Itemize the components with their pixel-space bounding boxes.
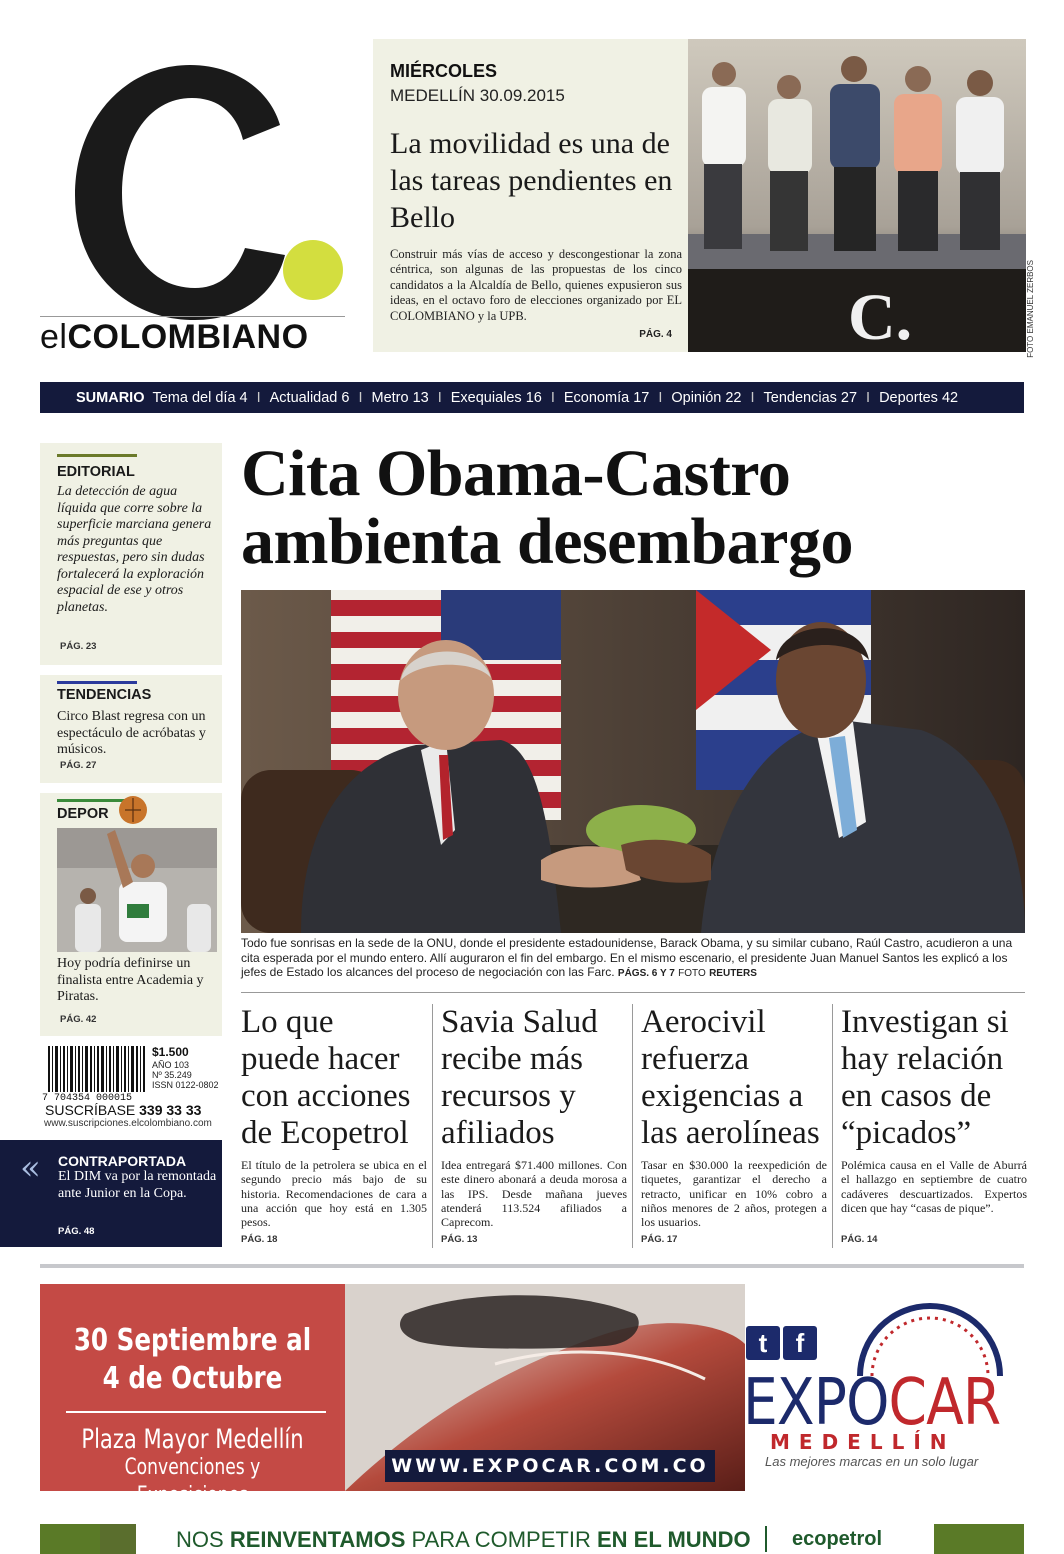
- barcode-price: $1.500: [152, 1045, 189, 1059]
- masthead-wordmark: [40, 318, 309, 357]
- slogan-w1: NOS: [176, 1527, 224, 1552]
- editorial-page[interactable]: PÁG. 23: [60, 641, 97, 652]
- deportes-text[interactable]: Hoy podría definirse un finalista entre Academia y Piratas.: [57, 956, 204, 1004]
- story-text: Idea entregará $71.400 millones. Con este dinero abonará a deuda morosa a las IPS. Desde mañana jueves atenderá 113.524 afiliados a Caprecom.: [441, 1158, 627, 1230]
- ad-tagline: Las mejores marcas en un solo lugar: [765, 1454, 979, 1469]
- story-headline-line: Investigan si: [841, 1004, 1009, 1040]
- main-caption: [241, 936, 1025, 982]
- sumario-item-tendencias[interactable]: Tendencias 27: [763, 389, 858, 406]
- sumario-item-opinion[interactable]: Opinión 22: [671, 389, 742, 406]
- story-headline-line: con acciones: [241, 1078, 411, 1114]
- sumario-separator: I: [658, 389, 663, 406]
- wordmark-el: el: [40, 318, 68, 356]
- top-story-photo: [688, 39, 1026, 352]
- column-divider: [832, 1004, 833, 1248]
- story-page[interactable]: PÁG. 17: [641, 1234, 678, 1245]
- barcode-number: Nº 35.249: [152, 1070, 192, 1080]
- banner-stripe-left: [40, 1524, 100, 1554]
- subscribe-url[interactable]: www.suscripciones.elcolombiano.com: [44, 1118, 212, 1129]
- story-headline-line: afiliados: [441, 1115, 555, 1151]
- column-divider: [432, 1004, 433, 1248]
- story-picados[interactable]: [841, 1004, 1029, 1245]
- caption-credit-label: FOTO: [678, 968, 706, 979]
- story-page[interactable]: PÁG. 13: [441, 1234, 478, 1245]
- caption-divider: [241, 992, 1025, 993]
- top-story-box[interactable]: [373, 39, 688, 352]
- barcode-year: AÑO 103: [152, 1060, 190, 1070]
- sidebar-gap: [40, 783, 222, 793]
- contraportada-title: CONTRAPORTADA: [58, 1153, 187, 1169]
- masthead-logo: [30, 30, 350, 330]
- sumario-separator: I: [437, 389, 442, 406]
- story-text: Polémica causa en el Valle de Aburrá el hallazgo en septiembre de cuatro cadáveres descuartizados. Expertos dicen que hay “casas de pique”.: [841, 1158, 1027, 1215]
- deportes-title: DEPOR: [57, 806, 109, 822]
- story-text: El título de la petrolera se ubica en el segundo precio más bajo de su historia. Recomendaciones de cara a una acción que hoy está en 1.305 pesos.: [241, 1158, 427, 1230]
- main-headline-line1: Cita Obama-Castro: [241, 437, 791, 510]
- editorial-text[interactable]: La detección de agua líquida que corre sobre la superficie marciana genera más preguntas que respuestas, pero sin dudas fortalecerá la exploración espacial de ese y otros planetas.: [57, 484, 212, 615]
- story-headline-line: Savia Salud: [441, 1004, 598, 1040]
- banner-stripe-right: [934, 1524, 1024, 1554]
- sumario-separator: I: [550, 389, 555, 406]
- slogan-w2: REINVENTAMOS: [229, 1527, 406, 1552]
- story-headline-line: de Ecopetrol: [241, 1115, 409, 1151]
- ad-venue-line1: Plaza Mayor Medellín: [81, 1424, 304, 1455]
- sumario-separator: I: [256, 389, 261, 406]
- story-page[interactable]: PÁG. 18: [241, 1234, 278, 1245]
- story-aerocivil[interactable]: [641, 1004, 829, 1245]
- sidebar: [40, 443, 222, 1036]
- caption-credit: REUTERS: [709, 968, 757, 979]
- tendencias-title: TENDENCIAS: [57, 687, 152, 703]
- expocar-ad[interactable]: [40, 1284, 1024, 1508]
- sumario-item-actualidad[interactable]: Actualidad 6: [269, 389, 350, 406]
- story-headline-line: recibe más: [441, 1041, 584, 1077]
- caption-text: Todo fue sonrisas en la sede de la ONU, donde el presidente estadounidense, Barack Obama, y su similar cubano, Raúl Castro, acudieron a una cita esperada por el mundo entero. Allí auguraron el fin del embargo. En el mismo escenario, el presidente Juan Manuel Santos les explicó a los jefes de Estado los alcances del proceso de negociación con las Farc.: [241, 936, 1013, 979]
- story-headline-line: refuerza: [641, 1041, 750, 1077]
- sumario-separator: I: [866, 389, 871, 406]
- story-headline-line: puede hacer: [241, 1041, 400, 1077]
- quote-icon: «: [20, 1148, 41, 1188]
- top-story-page[interactable]: PÁG. 4: [639, 329, 672, 340]
- story-savia-salud[interactable]: [441, 1004, 629, 1245]
- tendencias-page[interactable]: PÁG. 27: [60, 760, 97, 771]
- facebook-icon[interactable]: f: [783, 1326, 817, 1360]
- logo-divider: [40, 316, 345, 317]
- ad-dates-line1: 30 Septiembre al: [73, 1323, 312, 1358]
- ad-venue-line2: Convenciones y Exposiciones: [124, 1455, 261, 1508]
- barcode-digits: 7 704354 000015: [42, 1093, 133, 1104]
- tendencias-text[interactable]: Circo Blast regresa con un espectáculo de acróbatas y músicos.: [57, 709, 206, 757]
- ad-brand-expo: EXPO: [743, 1366, 889, 1440]
- sumario-separator: I: [750, 389, 755, 406]
- top-story-headline[interactable]: La movilidad es una de las tareas pendientes en Bello: [390, 127, 673, 234]
- sumario-item-tema[interactable]: Tema del día 4: [152, 389, 248, 406]
- column-divider: [632, 1004, 633, 1248]
- slogan-w3: PARA COMPETIR: [411, 1527, 591, 1552]
- main-photo: [241, 590, 1025, 933]
- deportes-page[interactable]: PÁG. 42: [60, 1014, 97, 1025]
- story-headline-line: Lo que: [241, 1004, 334, 1040]
- deportes-photo: [57, 794, 217, 952]
- ad-dates-line2: 4 de Octubre: [102, 1361, 283, 1396]
- editorial-title: EDITORIAL: [57, 464, 135, 480]
- slogan-w4: EN EL MUNDO: [596, 1527, 751, 1552]
- sumario-item-exequiales[interactable]: Exequiales 16: [450, 389, 542, 406]
- story-headline-line: exigencias a: [641, 1078, 804, 1114]
- story-headline-line: en casos de: [841, 1078, 992, 1114]
- editorial-rule: [57, 454, 137, 457]
- ad-url[interactable]: WWW.EXPOCAR.COM.CO: [385, 1450, 715, 1482]
- story-headline-line: hay relación: [841, 1041, 1004, 1077]
- top-photo-credit: FOTO EMANUEL ZERBOS: [1026, 260, 1035, 358]
- tendencias-rule: [57, 681, 137, 684]
- ad-separator: [40, 1264, 1024, 1268]
- sumario-label: SUMARIO: [76, 389, 145, 406]
- story-ecopetrol[interactable]: [241, 1004, 429, 1245]
- issue-date: MEDELLÍN 30.09.2015: [390, 86, 565, 105]
- barcode-issn: ISSN 0122-0802: [152, 1080, 219, 1090]
- ad-dates: [67, 1322, 317, 1398]
- story-headline-line: Aerocivil: [641, 1004, 766, 1040]
- sumario-item-economia[interactable]: Economía 17: [563, 389, 650, 406]
- top-story-body: Construir más vías de acceso y descongestionar la zona céntrica, son algunas de las propuestas de los cinco candidatos a la Alcaldía de Bello, quienes expusieron sus ideas, en el octavo foro de elecciones organizado por EL COLOMBIANO y la UPB.: [390, 247, 682, 323]
- main-headline[interactable]: [241, 437, 1041, 578]
- story-headline-line: “picados”: [841, 1115, 972, 1151]
- subscribe-label: SUSCRÍBASE: [45, 1102, 136, 1118]
- contraportada-text[interactable]: El DIM va por la remontada ante Junior en la Copa.: [58, 1169, 217, 1201]
- sumario-bar: [40, 382, 1024, 413]
- story-headline-line: las aerolíneas: [641, 1115, 820, 1151]
- contraportada-page[interactable]: PÁG. 48: [58, 1226, 95, 1237]
- twitter-icon[interactable]: t: [746, 1326, 780, 1360]
- subscribe-line[interactable]: [45, 1102, 201, 1118]
- ecopetrol-banner[interactable]: [40, 1524, 1024, 1554]
- ad-brand-car: CAR: [888, 1366, 1001, 1440]
- sidebar-gap: [40, 665, 222, 675]
- logo-dot: [283, 240, 343, 300]
- sumario-item-deportes[interactable]: Deportes 42: [879, 389, 959, 406]
- ad-venue: [74, 1426, 312, 1510]
- story-text: Tasar en $30.000 la reexpedición de tiquetes, garantizar el derecho a retracto, unificar en 10% cobro a niños menores de 2 años, protegen a los usuarios.: [641, 1158, 827, 1230]
- contraportada-box[interactable]: [0, 1140, 222, 1247]
- sumario-item-metro[interactable]: Metro 13: [371, 389, 429, 406]
- subscribe-phone[interactable]: 339 33 33: [139, 1102, 202, 1118]
- caption-pages[interactable]: PÁGS. 6 Y 7: [617, 968, 675, 979]
- story-page[interactable]: PÁG. 14: [841, 1234, 878, 1245]
- ecopetrol-logo: ecopetrol: [792, 1528, 883, 1550]
- banner-divider: [765, 1526, 767, 1552]
- issue-day: MIÉRCOLES: [390, 61, 498, 81]
- sumario-separator: I: [358, 389, 363, 406]
- story-headline-line: recursos y: [441, 1078, 576, 1114]
- ad-divider: [66, 1411, 326, 1413]
- ad-social: [746, 1326, 820, 1360]
- expocar-logo: [743, 1366, 1001, 1440]
- wordmark-colombiano: COLOMBIANO: [67, 318, 309, 356]
- ad-city: MEDELLÍN: [770, 1430, 956, 1454]
- main-headline-line2: ambienta desembargo: [241, 505, 853, 578]
- banner-slogan: [176, 1527, 751, 1553]
- photo-logo: C.: [848, 281, 913, 354]
